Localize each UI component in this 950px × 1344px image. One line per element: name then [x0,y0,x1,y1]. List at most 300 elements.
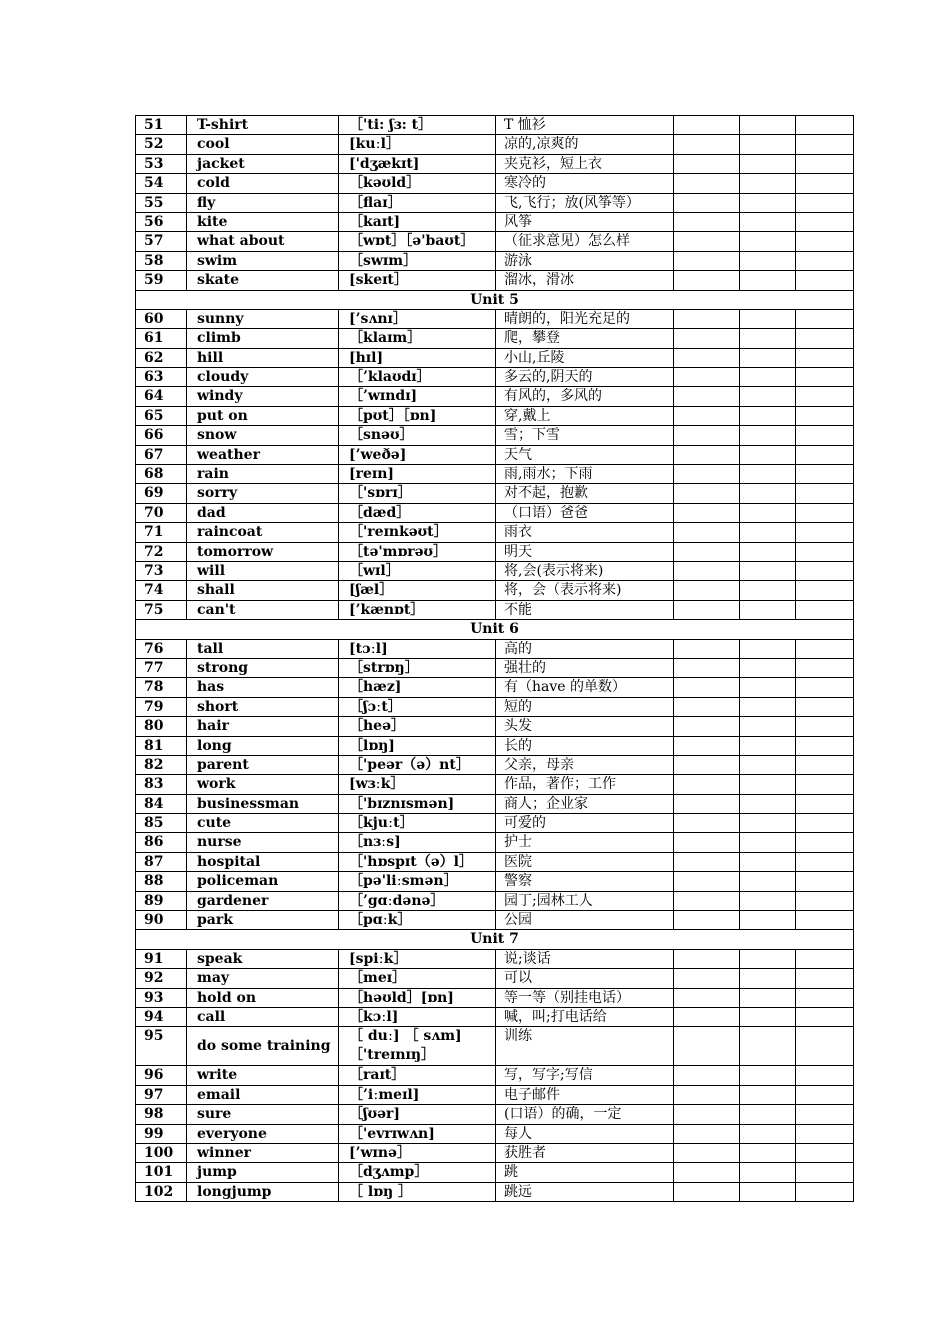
empty-cell [740,465,796,484]
chinese-meaning: 晴朗的，阳光充足的 [496,309,674,328]
table-row [136,639,854,658]
chinese-meaning: 获胜者 [496,1143,674,1162]
empty-cell [674,1143,740,1162]
empty-cell [796,911,854,930]
word-number: 59 [136,271,187,290]
empty-cell [796,503,854,522]
english-word: strong [187,658,339,677]
table-row [136,232,854,251]
english-word: snow [187,426,339,445]
empty-cell [796,717,854,736]
empty-cell [796,368,854,387]
vocabulary-table [135,115,854,1202]
empty-cell [674,329,740,348]
chinese-meaning: 溜冰，滑冰 [496,271,674,290]
empty-cell [740,600,796,619]
empty-cell [740,658,796,677]
empty-cell [674,600,740,619]
pronunciation: ［pʊt］［ɒn] [339,406,496,425]
empty-cell [674,368,740,387]
unit-header-row [136,290,854,309]
chinese-meaning: T 恤衫 [496,116,674,135]
pronunciation: ［'peər（ə）nt］ [339,755,496,774]
pronunciation: [’sʌnɪ］ [339,309,496,328]
empty-cell [674,988,740,1007]
chinese-meaning: 护士 [496,833,674,852]
word-number: 70 [136,503,187,522]
empty-cell [796,135,854,154]
table-row [136,542,854,561]
empty-cell [674,814,740,833]
empty-cell [740,426,796,445]
chinese-meaning: 天气 [496,445,674,464]
word-number: 91 [136,949,187,968]
table-row [136,348,854,367]
chinese-meaning: 有（have 的单数） [496,678,674,697]
word-number: 58 [136,251,187,270]
table-row [136,1163,854,1182]
chinese-meaning: 将，会（表示将来) [496,581,674,600]
empty-cell [796,1066,854,1085]
pronunciation: ［pɑːk］ [339,911,496,930]
table-row [136,891,854,910]
english-word: parent [187,755,339,774]
chinese-meaning: 夹克衫，短上衣 [496,154,674,173]
word-number: 93 [136,988,187,1007]
table-row [136,368,854,387]
table-row [136,988,854,1007]
table-row [136,1182,854,1201]
chinese-meaning: 雨,雨水；下雨 [496,465,674,484]
word-number: 78 [136,678,187,697]
empty-cell [740,581,796,600]
table-row [136,387,854,406]
empty-cell [674,174,740,193]
unit-title: Unit 6 [136,620,854,639]
chinese-meaning: 每人 [496,1124,674,1143]
empty-cell [674,949,740,968]
empty-cell [740,814,796,833]
empty-cell [740,193,796,212]
chinese-meaning: 头发 [496,717,674,736]
table-row [136,949,854,968]
word-number: 98 [136,1105,187,1124]
empty-cell [740,445,796,464]
pronunciation: ［hæz] [339,678,496,697]
empty-cell [740,1143,796,1162]
pronunciation: ［’klaʊdɪ］ [339,368,496,387]
table-row [136,1066,854,1085]
english-word: do some training [187,1027,339,1066]
word-number: 96 [136,1066,187,1085]
table-row [136,406,854,425]
chinese-meaning: 寒冷的 [496,174,674,193]
empty-cell [740,1163,796,1182]
empty-cell [796,542,854,561]
table-row [136,1105,854,1124]
table-row [136,833,854,852]
empty-cell [740,775,796,794]
unit-title: Unit 5 [136,290,854,309]
empty-cell [674,678,740,697]
empty-cell [740,561,796,580]
empty-cell [740,542,796,561]
word-number: 53 [136,154,187,173]
empty-cell [796,852,854,871]
empty-cell [674,891,740,910]
word-number: 77 [136,658,187,677]
english-word: longjump [187,1182,339,1201]
unit-header-row [136,620,854,639]
empty-cell [674,154,740,173]
empty-cell [740,523,796,542]
empty-cell [674,542,740,561]
empty-cell [674,445,740,464]
chinese-meaning: 训练 [496,1027,674,1066]
word-number: 102 [136,1182,187,1201]
empty-cell [796,697,854,716]
table-row [136,523,854,542]
english-word: write [187,1066,339,1085]
table-row [136,1124,854,1143]
empty-cell [674,1105,740,1124]
word-number: 51 [136,116,187,135]
empty-cell [796,833,854,852]
table-row [136,775,854,794]
pronunciation: ［raɪt］ [339,1066,496,1085]
word-number: 72 [136,542,187,561]
empty-cell [740,1007,796,1026]
pronunciation: ［nɜːs] [339,833,496,852]
table-row [136,969,854,988]
empty-cell [740,736,796,755]
table-row [136,1085,854,1104]
english-word: work [187,775,339,794]
pronunciation: ［pə'liːsmən］ [339,872,496,891]
english-word: nurse [187,833,339,852]
english-word: long [187,736,339,755]
english-word: businessman [187,794,339,813]
english-word: may [187,969,339,988]
english-word: weather [187,445,339,464]
empty-cell [740,484,796,503]
empty-cell [674,1027,740,1066]
empty-cell [674,658,740,677]
empty-cell [674,794,740,813]
empty-cell [674,1124,740,1143]
empty-cell [740,1085,796,1104]
empty-cell [740,348,796,367]
table-row [136,484,854,503]
word-number: 97 [136,1085,187,1104]
pronunciation: ［ʃɔːt］ [339,697,496,716]
table-row [136,697,854,716]
english-word: hair [187,717,339,736]
empty-cell [740,329,796,348]
english-word: fly [187,193,339,212]
empty-cell [674,852,740,871]
word-number: 74 [136,581,187,600]
pronunciation: ［heə］ [339,717,496,736]
unit-title: Unit 7 [136,930,854,949]
empty-cell [674,465,740,484]
empty-cell [796,775,854,794]
empty-cell [674,271,740,290]
empty-cell [796,193,854,212]
english-word: windy [187,387,339,406]
empty-cell [674,251,740,270]
word-number: 87 [136,852,187,871]
table-row [136,309,854,328]
chinese-meaning: 商人；企业家 [496,794,674,813]
empty-cell [674,523,740,542]
empty-cell [740,154,796,173]
table-row [136,465,854,484]
empty-cell [674,387,740,406]
empty-cell [796,581,854,600]
table-row [136,503,854,522]
pronunciation: ［ lɒŋ ］ [339,1182,496,1201]
chinese-meaning: 飞,飞行；放(风筝等） [496,193,674,212]
pronunciation: ［kəʊld］ [339,174,496,193]
empty-cell [796,561,854,580]
english-word: cold [187,174,339,193]
word-number: 73 [136,561,187,580]
pronunciation: [hɪl] [339,348,496,367]
empty-cell [796,872,854,891]
english-word: cloudy [187,368,339,387]
empty-cell [674,1163,740,1182]
pronunciation: ［ʃʊər] [339,1105,496,1124]
table-row [136,445,854,464]
chinese-meaning: （征求意见）怎么样 [496,232,674,251]
empty-cell [674,969,740,988]
empty-cell [796,969,854,988]
empty-cell [740,1182,796,1201]
english-word: everyone [187,1124,339,1143]
chinese-meaning: 等一等（别挂电话） [496,988,674,1007]
empty-cell [796,309,854,328]
word-number: 63 [136,368,187,387]
empty-cell [740,116,796,135]
empty-cell [740,833,796,852]
table-row [136,1007,854,1026]
english-word: hospital [187,852,339,871]
pronunciation: ［'sɒrɪ］ [339,484,496,503]
word-number: 55 [136,193,187,212]
chinese-meaning: 医院 [496,852,674,871]
pronunciation: [ʃæl］ [339,581,496,600]
empty-cell [796,1007,854,1026]
empty-cell [740,755,796,774]
empty-cell [674,484,740,503]
empty-cell [740,872,796,891]
word-number: 66 [136,426,187,445]
word-number: 61 [136,329,187,348]
empty-cell [674,232,740,251]
table-row [136,852,854,871]
empty-cell [674,135,740,154]
pronunciation: ［'hɒspɪt（ə）l］ [339,852,496,871]
table-row [136,135,854,154]
english-word: gardener [187,891,339,910]
english-word: T-shirt [187,116,339,135]
word-number: 57 [136,232,187,251]
english-word: tall [187,639,339,658]
chinese-meaning: 跳 [496,1163,674,1182]
empty-cell [796,426,854,445]
chinese-meaning: 穿,戴上 [496,406,674,425]
pronunciation: ［kjuːt］ [339,814,496,833]
english-word: winner [187,1143,339,1162]
table-row [136,251,854,270]
word-number: 83 [136,775,187,794]
vocabulary-table-body [136,116,854,1202]
table-row [136,581,854,600]
empty-cell [740,309,796,328]
chinese-meaning: 将,会(表示将来) [496,561,674,580]
empty-cell [674,212,740,231]
empty-cell [674,503,740,522]
word-number: 90 [136,911,187,930]
english-word: skate [187,271,339,290]
word-number: 86 [136,833,187,852]
english-word: dad [187,503,339,522]
pronunciation: ［lɒŋ] [339,736,496,755]
empty-cell [740,212,796,231]
empty-cell [796,678,854,697]
chinese-meaning: 可以 [496,969,674,988]
table-row [136,872,854,891]
empty-cell [796,988,854,1007]
table-row [136,717,854,736]
table-row [136,911,854,930]
english-word: what about [187,232,339,251]
word-number: 94 [136,1007,187,1026]
chinese-meaning: 高的 [496,639,674,658]
english-word: put on [187,406,339,425]
empty-cell [674,639,740,658]
empty-cell [740,678,796,697]
empty-cell [740,387,796,406]
chinese-meaning: 可爱的 [496,814,674,833]
chinese-meaning: 多云的,阴天的 [496,368,674,387]
empty-cell [674,775,740,794]
english-word: sure [187,1105,339,1124]
word-number: 67 [136,445,187,464]
table-row [136,678,854,697]
pronunciation: [skeɪt］ [339,271,496,290]
empty-cell [796,348,854,367]
pronunciation: ［strɒŋ］ [339,658,496,677]
empty-cell [674,426,740,445]
word-number: 92 [136,969,187,988]
empty-cell [674,736,740,755]
empty-cell [796,1085,854,1104]
empty-cell [740,949,796,968]
empty-cell [674,309,740,328]
english-word: tomorrow [187,542,339,561]
chinese-meaning: 爬，攀登 [496,329,674,348]
empty-cell [674,116,740,135]
english-word: cool [187,135,339,154]
pronunciation: [kuːl］ [339,135,496,154]
chinese-meaning: 喊，叫;打电话给 [496,1007,674,1026]
chinese-meaning: 公园 [496,911,674,930]
pronunciation: ［kɔːl] [339,1007,496,1026]
word-number: 80 [136,717,187,736]
pronunciation: ［wɪl］ [339,561,496,580]
chinese-meaning: 小山,丘陵 [496,348,674,367]
english-word: email [187,1085,339,1104]
english-word: can't [187,600,339,619]
word-number: 76 [136,639,187,658]
pronunciation: ［meɪ］ [339,969,496,988]
chinese-meaning: 风筝 [496,212,674,231]
empty-cell [740,135,796,154]
empty-cell [740,639,796,658]
table-row [136,174,854,193]
english-word: will [187,561,339,580]
chinese-meaning: 凉的,凉爽的 [496,135,674,154]
word-number: 100 [136,1143,187,1162]
table-row [136,1027,854,1066]
table-row [136,116,854,135]
empty-cell [796,232,854,251]
empty-cell [740,251,796,270]
empty-cell [674,872,740,891]
chinese-meaning: 明天 [496,542,674,561]
english-word: park [187,911,339,930]
word-number: 69 [136,484,187,503]
empty-cell [796,600,854,619]
table-row [136,212,854,231]
empty-cell [674,717,740,736]
chinese-meaning: 游泳 [496,251,674,270]
empty-cell [674,911,740,930]
empty-cell [796,387,854,406]
empty-cell [796,154,854,173]
chinese-meaning: (口语）的确，一定 [496,1105,674,1124]
empty-cell [740,891,796,910]
table-row [136,426,854,445]
pronunciation: ［’wɪndɪ] [339,387,496,406]
pronunciation: ［flaɪ］ [339,193,496,212]
word-number: 99 [136,1124,187,1143]
table-row [136,154,854,173]
chinese-meaning: 写，写字;写信 [496,1066,674,1085]
empty-cell [796,406,854,425]
empty-cell [796,1124,854,1143]
unit-header-row [136,930,854,949]
empty-cell [796,658,854,677]
empty-cell [740,232,796,251]
word-number: 75 [136,600,187,619]
empty-cell [796,1182,854,1201]
word-number: 85 [136,814,187,833]
empty-cell [674,406,740,425]
pronunciation: ［'evrɪwʌn] [339,1124,496,1143]
pronunciation: ［’iːmeɪl] [339,1085,496,1104]
word-number: 71 [136,523,187,542]
table-row [136,794,854,813]
empty-cell [740,852,796,871]
pronunciation: ［klaɪm］ [339,329,496,348]
word-number: 89 [136,891,187,910]
empty-cell [674,833,740,852]
table-row [136,329,854,348]
chinese-meaning: 警察 [496,872,674,891]
